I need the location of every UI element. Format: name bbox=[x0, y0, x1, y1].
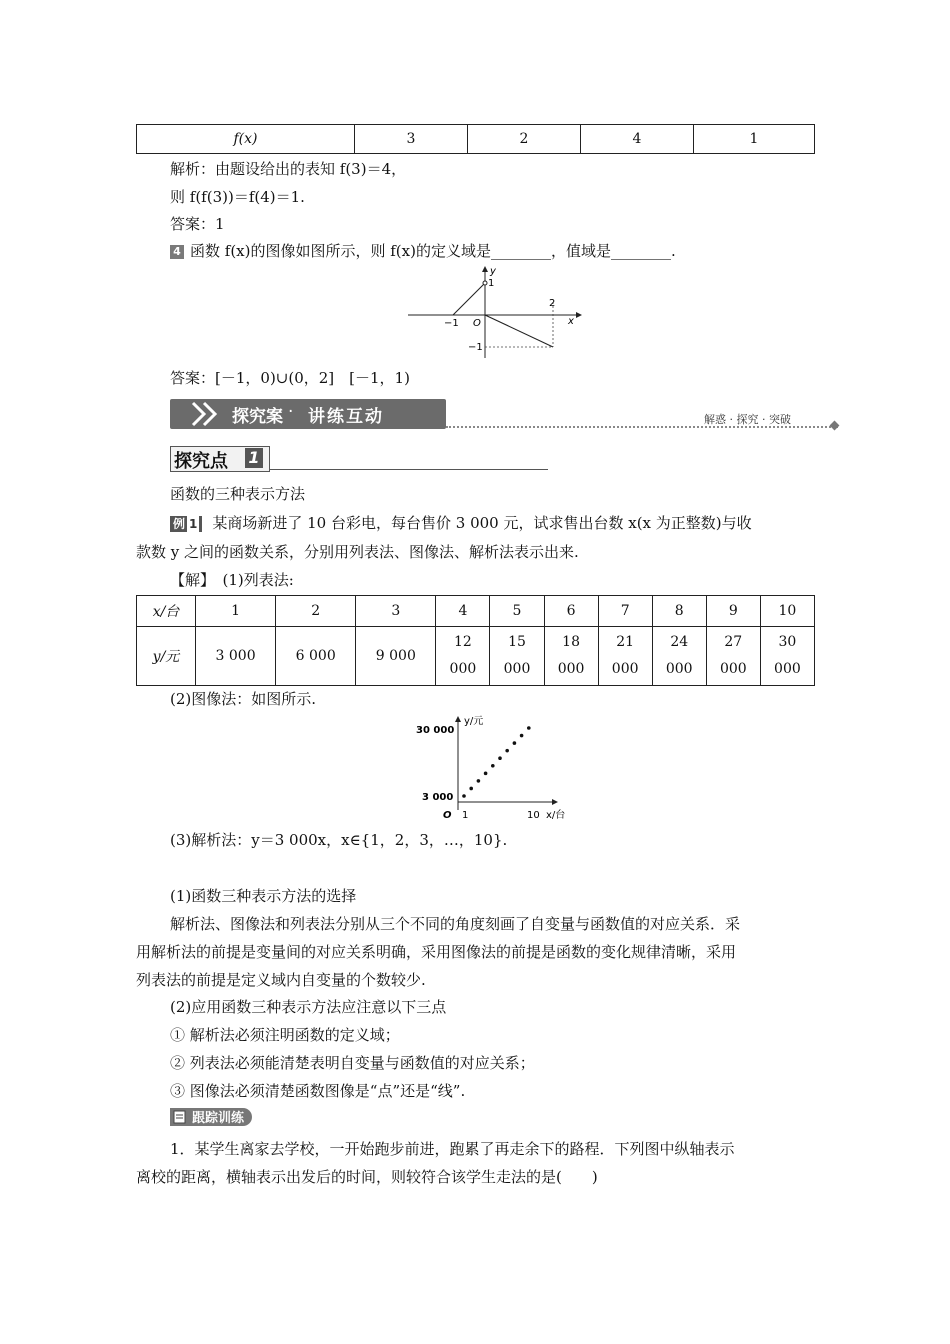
notes-point-3: ③ 图像法必须清楚函数图像是“点”还是“线”. bbox=[170, 1082, 466, 1100]
table-cell: 9 bbox=[706, 596, 760, 627]
data-point bbox=[484, 772, 488, 776]
table-cell: 6 bbox=[544, 596, 598, 627]
analysis-line-2: 则 f(f(3))＝f(4)＝1. bbox=[170, 188, 305, 206]
section-number: 1 bbox=[245, 448, 263, 468]
table-cell: f(x) bbox=[137, 125, 355, 154]
notes-heading-2: (2)应用函数三种表示方法应注意以下三点 bbox=[170, 998, 447, 1016]
y-tick-bottom: 3 000 bbox=[422, 792, 454, 803]
notes-para-2: 用解析法的前提是变量间的对应关系明确，采用图像法的前提是函数的变化规律清晰，采用 bbox=[136, 943, 737, 961]
table-header-cell: y/元 bbox=[137, 627, 196, 686]
tick-label: 1 bbox=[488, 278, 495, 289]
data-point bbox=[527, 726, 531, 730]
x-tick-10: 10 bbox=[527, 810, 540, 821]
table-cell: 8 bbox=[652, 596, 706, 627]
tick-label: 2 bbox=[549, 298, 556, 309]
table-cell-text: 27 bbox=[724, 634, 743, 650]
table-cell bbox=[760, 627, 814, 686]
question-text: 函数 f(x)的图像如图所示，则 f(x)的定义域是________，值域是________. bbox=[190, 242, 676, 260]
graph-segment-right bbox=[485, 315, 553, 347]
table-cell: 2 bbox=[468, 125, 581, 154]
table-cell-text: 6 000 bbox=[295, 647, 336, 664]
x-axis-label: x/台 bbox=[546, 810, 566, 821]
diamond-icon bbox=[830, 421, 840, 431]
table-cell: 10 bbox=[760, 596, 814, 627]
notes-para-1: 解析法、图像法和列表法分别从三个不同的角度刻画了自变量与函数值的对应关系．采 bbox=[170, 915, 741, 933]
pencil-note-icon bbox=[173, 1110, 188, 1124]
y-arrow-icon bbox=[482, 266, 488, 272]
table-cell bbox=[196, 627, 276, 686]
notes-heading-1: (1)函数三种表示方法的选择 bbox=[170, 887, 357, 905]
function-graph bbox=[400, 262, 585, 362]
table-header-cell: x/台 bbox=[137, 596, 196, 627]
section-topic: 函数的三种表示方法 bbox=[170, 485, 306, 503]
y-arrow-icon bbox=[455, 716, 461, 722]
analysis-line-1: 解析：由题设给出的表知 f(3)＝4， bbox=[170, 160, 407, 178]
table-cell bbox=[652, 627, 706, 686]
table-cell-text: 12 bbox=[454, 634, 472, 650]
table-cell: 5 bbox=[490, 596, 544, 627]
origin-label: O bbox=[443, 810, 452, 821]
x-arrow-icon bbox=[576, 312, 582, 318]
table-cell: 4 bbox=[581, 125, 694, 154]
question-4 bbox=[170, 240, 676, 261]
table-cell-text: 3 000 bbox=[215, 647, 256, 664]
table-cell bbox=[436, 627, 490, 686]
question-number: 4 bbox=[170, 245, 184, 259]
tick-label: −1 bbox=[468, 342, 483, 353]
data-point bbox=[513, 741, 517, 745]
table-cell bbox=[490, 627, 544, 686]
table-cell-text: 000 bbox=[611, 661, 639, 677]
banner-subtitle: 讲练互动 bbox=[308, 407, 384, 427]
table-cell bbox=[598, 627, 652, 686]
x-arrow-icon bbox=[552, 799, 558, 805]
y-tick-top: 30 000 bbox=[416, 725, 455, 736]
origin-label: O bbox=[473, 318, 481, 329]
table-cell-text: 30 bbox=[778, 634, 797, 650]
value-table bbox=[136, 124, 815, 154]
open-point bbox=[483, 281, 487, 285]
section-banner bbox=[170, 399, 842, 431]
data-point bbox=[462, 794, 466, 798]
banner-right-text: 解惑 · 探究 · 突破 bbox=[704, 413, 791, 426]
data-point bbox=[505, 749, 509, 753]
table-cell-text: 000 bbox=[557, 661, 585, 677]
formula-method: (3)解析法：y＝3 000x，x∈{1，2，3，…，10}. bbox=[170, 831, 508, 849]
data-point bbox=[520, 734, 524, 738]
answer-q4: 答案：[－1，0)∪(0，2] [－1，1) bbox=[170, 369, 410, 387]
table-cell-text: 9 000 bbox=[375, 647, 416, 664]
table-cell: 4 bbox=[436, 596, 490, 627]
notes-point-2: ② 列表法必须能清楚表明自变量与函数值的对应关系； bbox=[170, 1054, 535, 1072]
data-point bbox=[498, 756, 502, 760]
data-point bbox=[477, 779, 481, 783]
banner-title: 探究案 bbox=[232, 407, 283, 427]
table-cell-text: 15 bbox=[508, 634, 526, 650]
solution-table bbox=[136, 595, 815, 686]
table-cell: 7 bbox=[598, 596, 652, 627]
table-cell-text: 000 bbox=[449, 661, 477, 677]
notes-para-3: 列表法的前提是定义域内自变量的个数较少. bbox=[136, 971, 426, 989]
data-point bbox=[491, 764, 495, 768]
table-cell-text: 000 bbox=[719, 661, 747, 677]
graph-method-label: (2)图像法：如图所示. bbox=[170, 690, 317, 708]
y-axis-label: y/元 bbox=[464, 716, 484, 727]
notes-point-1: ① 解析法必须注明函数的定义域； bbox=[170, 1026, 400, 1044]
training-label: 跟踪训练 bbox=[170, 1108, 252, 1126]
answer-q3: 答案：1 bbox=[170, 215, 225, 233]
table-cell bbox=[356, 627, 436, 686]
y-label: y bbox=[490, 266, 496, 277]
double-chevron-icon bbox=[190, 401, 222, 427]
table-cell: 3 bbox=[356, 596, 436, 627]
banner-dot: · bbox=[288, 402, 294, 422]
table-cell-text: 21 bbox=[616, 634, 635, 650]
table-cell-text: 18 bbox=[562, 634, 580, 650]
table-cell bbox=[276, 627, 356, 686]
example-line-2: 款数 y 之间的函数关系，分别用列表法、图像法、解析法表示出来. bbox=[136, 543, 579, 561]
example-tag: 例 1 bbox=[170, 516, 202, 532]
training-q1-line-1: 1．某学生离家去学校，一开始跑步前进，跑累了再走余下的路程．下列图中纵轴表示 bbox=[170, 1140, 735, 1158]
table-cell: 1 bbox=[694, 125, 815, 154]
table-cell: 3 bbox=[355, 125, 468, 154]
scatter-chart bbox=[410, 710, 585, 825]
tick-label: −1 bbox=[444, 318, 459, 329]
graph-segment-left bbox=[453, 283, 485, 315]
x-tick-1: 1 bbox=[462, 810, 469, 821]
section-title: 探究点 bbox=[174, 451, 228, 472]
example-line-1: 例 1 某商场新进了 10 台彩电，每台售价 3 000 元，试求售出台数 x(x 为正整数)与收 bbox=[170, 512, 752, 533]
table-cell-text: 000 bbox=[503, 661, 531, 677]
section-heading bbox=[170, 446, 550, 472]
table-cell bbox=[544, 627, 598, 686]
x-label: x bbox=[568, 316, 574, 327]
table-cell: 2 bbox=[276, 596, 356, 627]
data-point bbox=[469, 787, 473, 791]
table-cell-text: 000 bbox=[774, 661, 801, 677]
table-cell-text: 000 bbox=[665, 661, 693, 677]
table-cell: 1 bbox=[196, 596, 276, 627]
table-cell bbox=[706, 627, 760, 686]
solution-heading: 【解】 (1)列表法: bbox=[170, 571, 294, 589]
table-cell-text: 24 bbox=[670, 634, 689, 650]
training-q1-line-2: 离校的距离，横轴表示出发后的时间，则较符合该学生走法的是( ) bbox=[136, 1168, 598, 1186]
